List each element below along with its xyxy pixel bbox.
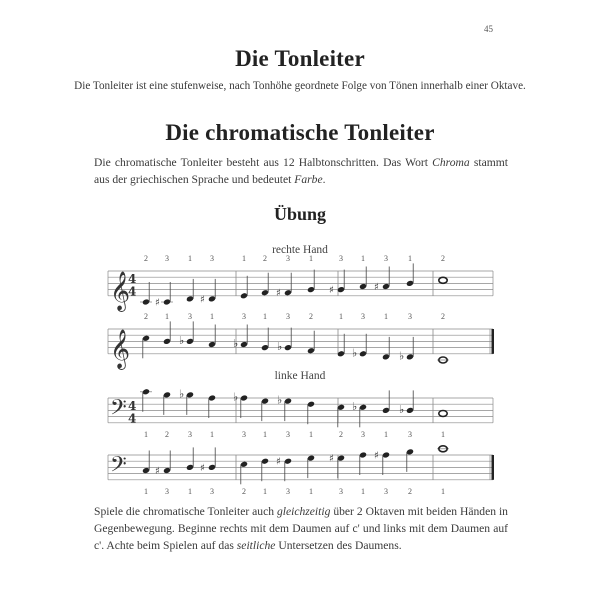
fingering-number: 3 [210, 486, 214, 496]
exercise-title: Übung [273, 204, 327, 224]
fingering-number: 3 [361, 429, 365, 439]
fingering-number: 3 [165, 254, 169, 263]
fingering-number: 1 [263, 429, 267, 439]
fingering-number: 3 [210, 254, 214, 263]
fingering-number: 3 [188, 312, 192, 321]
flat-icon: ♭ [399, 402, 405, 416]
sharp-icon: ♯ [200, 294, 205, 306]
fingering-number: 3 [408, 429, 412, 439]
right-hand-label: rechte Hand [272, 244, 328, 256]
sharp-icon: ♯ [155, 466, 160, 477]
fingering-number: 2 [242, 486, 246, 496]
instructions-paragraph: Spiele die chromatische Tonleiter auch gleichzeitig über 2 Oktaven mit beiden Händen in Gegenbewegung. Beginne rechts mit dem Daumen auf c' und links mit dem Daumen auf c'. Achte beim Spielen auf das seitliche Untersetzen des Daumens. [94, 505, 508, 552]
fingering-number: 1 [384, 429, 388, 439]
flat-icon: ♭ [399, 349, 405, 363]
fingering-number: 3 [165, 486, 169, 496]
fingering-number: 2 [309, 312, 313, 321]
fingering-number: 3 [242, 312, 246, 321]
fingering-number: 1 [309, 429, 313, 439]
sharp-icon: ♯ [374, 282, 379, 293]
fingering-number: 1 [408, 254, 412, 263]
fingering-number: 3 [286, 312, 290, 321]
fingering-number: 2 [441, 254, 445, 263]
svg-text:4: 4 [128, 284, 137, 299]
fingering-number: 1 [242, 254, 246, 263]
left-hand-label: linke Hand [274, 370, 326, 382]
fingering-number: 1 [188, 486, 192, 496]
fingering-number: 2 [165, 429, 169, 439]
fingering-number: 3 [361, 312, 365, 321]
sharp-icon: ♯ [200, 462, 205, 474]
fingering-number: 3 [286, 254, 290, 263]
sharp-icon: ♯ [329, 453, 334, 465]
flat-icon: ♭ [277, 393, 283, 407]
fingering-number: 2 [441, 312, 445, 321]
fingering-number: 1 [309, 254, 313, 263]
fingering-number: 3 [384, 254, 388, 263]
fingering-number: 1 [309, 486, 313, 496]
bass-clef-icon: 𝄢 [110, 395, 127, 426]
chromatic-description: Die chromatische Tonleiter besteht aus 12 Halbtonschritten. Das Wort Chroma stammt aus der griechischen Sprache und bedeutet Farbe. [94, 156, 508, 186]
treble-clef-icon: 𝄞 [110, 328, 131, 369]
fingering-number: 1 [361, 486, 365, 496]
fingering-number: 1 [188, 254, 192, 263]
fingering-number: 3 [188, 429, 192, 439]
sharp-icon: ♯ [276, 456, 281, 468]
whole-note [439, 277, 447, 283]
sharp-icon: ♯ [374, 450, 379, 462]
flat-icon: ♭ [179, 333, 185, 347]
sharp-icon: ♯ [155, 297, 160, 309]
fingering-number: 3 [339, 486, 343, 496]
fingering-number: 1 [441, 429, 445, 439]
fingering-number: 1 [384, 312, 388, 321]
fingering-number: 2 [144, 254, 148, 263]
fingering-number: 2 [263, 254, 267, 263]
sharp-icon: ♯ [329, 285, 334, 297]
fingering-number: 3 [286, 486, 290, 496]
fingering-number: 1 [210, 312, 214, 321]
fingering-number: 2 [144, 312, 148, 321]
fingering-number: 3 [384, 486, 388, 496]
fingering-number: 2 [408, 486, 412, 496]
fingering-number: 1 [210, 429, 214, 439]
fingering-number: 1 [144, 429, 148, 439]
whole-note [439, 411, 447, 417]
fingering-number: 1 [165, 312, 169, 321]
fingering-number: 2 [339, 429, 343, 439]
fingering-number: 1 [361, 254, 365, 263]
treble-clef-icon: 𝄞 [110, 270, 131, 311]
flat-icon: ♭ [277, 340, 283, 354]
fingering-number: 3 [339, 254, 343, 263]
flat-icon: ♭ [352, 346, 358, 360]
flat-icon: ♭ [233, 337, 239, 350]
page-number: 45 [484, 24, 493, 34]
fingering-number: 1 [339, 312, 343, 321]
fingering-number: 3 [242, 429, 246, 439]
fingering-number: 3 [408, 312, 412, 321]
tonleiter-definition: Die Tonleiter ist eine stufenweise, nach Tonhöhe geordnete Folge von Tönen innerhalb einer Oktave. [74, 80, 526, 92]
fingering-number: 3 [286, 429, 290, 439]
flat-icon: ♭ [352, 399, 358, 413]
fingering-number: 1 [263, 312, 267, 321]
sharp-icon: ♯ [276, 288, 281, 300]
svg-text:4: 4 [128, 411, 137, 426]
fingering-number: 1 [441, 486, 445, 496]
bass-clef-icon: 𝄢 [110, 452, 127, 483]
flat-icon: ♭ [179, 387, 185, 401]
section-title-chromatic: Die chromatische Tonleiter [165, 120, 435, 145]
section-title-tonleiter: Die Tonleiter [235, 46, 365, 71]
fingering-number: 1 [263, 486, 267, 496]
flat-icon: ♭ [233, 390, 239, 404]
fingering-number: 1 [144, 486, 148, 496]
svg-text:4: 4 [128, 271, 137, 286]
svg-text:4: 4 [128, 398, 137, 413]
